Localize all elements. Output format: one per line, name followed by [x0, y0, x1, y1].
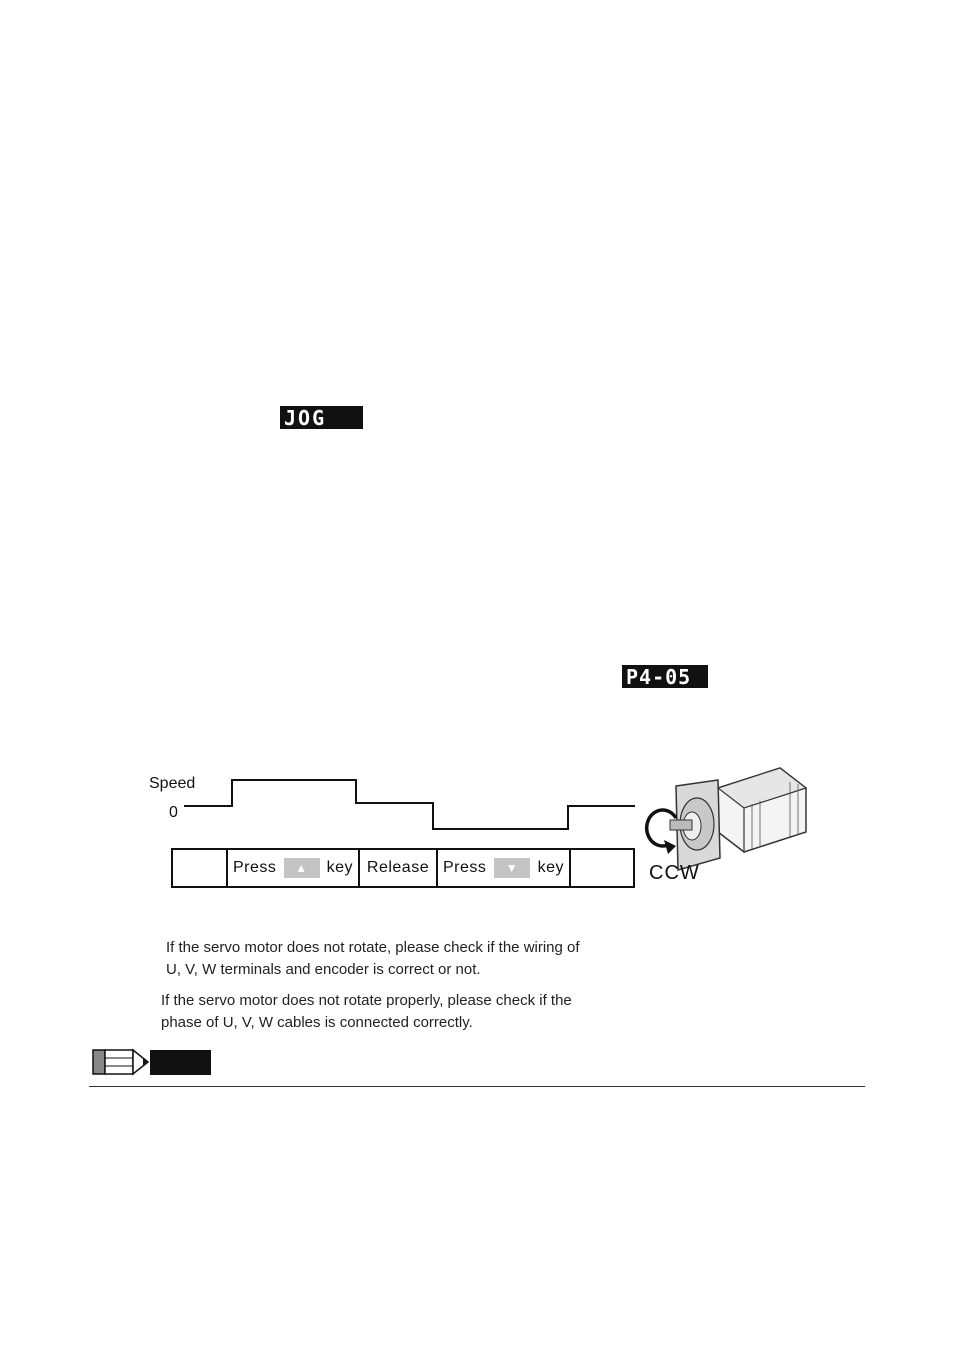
- sequence-cell-release: [360, 850, 438, 886]
- sequence-release-label: Release: [366, 859, 430, 876]
- sequence-cell-idle-end: [571, 850, 633, 886]
- note-heading-tab: [150, 1050, 211, 1075]
- speed-waveform-line: [184, 780, 635, 829]
- lcd-display-jog: JOG: [280, 406, 363, 429]
- sequence-press-label: Press: [233, 859, 277, 876]
- sequence-cell-idle-start: [173, 850, 228, 886]
- note-divider: [89, 1086, 865, 1087]
- sequence-cell-press-up: [228, 850, 360, 886]
- ccw-direction-label: CCW: [649, 862, 700, 884]
- speed-axis-label: Speed: [149, 775, 196, 792]
- sequence-key-label: key: [326, 859, 353, 876]
- jog-sequence-table: [171, 848, 635, 888]
- troubleshoot-note-phase: If the servo motor does not rotate properly, please check if the phase of U, V, W cables is connected correctly.: [161, 992, 572, 1031]
- up-arrow-key-icon: ▲: [284, 858, 320, 878]
- lcd-display-param: P4-05: [622, 665, 708, 688]
- troubleshoot-note-wiring: If the servo motor does not rotate, please check if the wiring of U, V, W terminals and encoder is correct or not.: [166, 939, 580, 978]
- speed-zero-label: 0: [169, 804, 178, 821]
- down-arrow-key-icon: ▼: [494, 858, 530, 878]
- sequence-key-label: key: [537, 859, 564, 876]
- sequence-press-label: Press: [443, 859, 487, 876]
- sequence-cell-press-down: [438, 850, 571, 886]
- pencil-icon: [92, 1048, 150, 1076]
